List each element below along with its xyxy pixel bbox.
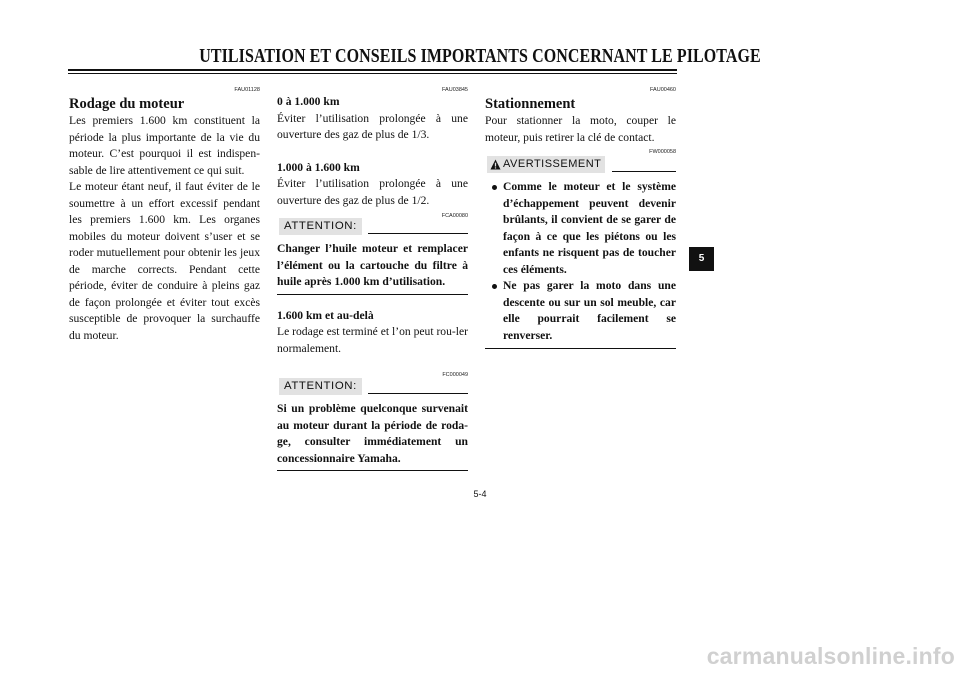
attention-rule: [368, 233, 468, 234]
attention-label-row: [277, 218, 468, 236]
stage-heading: 1.000 à 1.600 km: [277, 160, 360, 174]
warning-label-text: AVERTISSEMENT: [503, 158, 602, 170]
paragraph: Le moteur étant neuf, il faut éviter de le soumettre à un effort excessif pendant les premiers 1.600 km. Les organes mobiles du moteur doivent s’user et se roder mutuellement pour obtenir les jeux de marche corrects. Pendant cette période, éviter de conduire à pleins gaz de façon prolongée et éviter tout excès susceptible de provoquer la surchauffe du moteur.: [69, 180, 260, 342]
reference-code: FCA00080: [441, 213, 468, 219]
warning-label-row: [485, 156, 676, 175]
warning-label: [487, 156, 605, 173]
column-break-in-stages: [277, 86, 468, 471]
bullet-icon: [492, 185, 497, 190]
watermark-text: carmanualsonline.info: [706, 643, 955, 669]
warning-bullet-list: [485, 179, 676, 344]
attention-label: ATTENTION:: [279, 378, 362, 395]
list-item: [485, 179, 676, 278]
stage-text: Éviter l’utilisation prolongée à une ouverture des gaz de plus de 1/2.: [277, 177, 468, 207]
stage-heading: 1.600 km et au-delà: [277, 308, 374, 322]
page-number: 5-4: [473, 489, 487, 499]
stage-heading: 0 à 1.000 km: [277, 95, 340, 108]
reference-code: FAU03845: [442, 87, 468, 93]
attention-text: Changer l’huile moteur et remplacer l’élément ou la cartouche du filtre à huile après 1.000 km d’utilisation.: [277, 242, 468, 288]
reference-code: FW000058: [649, 149, 676, 155]
section-heading-parking: Stationnement: [485, 96, 576, 112]
attention-rule: [368, 393, 468, 394]
header-rule-thick: [68, 69, 677, 71]
attention-text: Si un problème quelconque survenait au moteur durant la période de roda-ge, consulter immédiatement un concessionnaire Yamaha.: [277, 402, 468, 465]
reference-code: FC000049: [442, 372, 468, 378]
attention-end-rule: [277, 470, 468, 471]
reference-code: FAU00460: [650, 87, 676, 93]
warning-bullet-text: Comme le moteur et le système d’échappement peuvent devenir brûlants, il convient de se garer de façon à ce que les piétons ou les enfants ne risquent pas de toucher ces éléments.: [503, 180, 676, 276]
reference-code: FAU01128: [234, 87, 260, 93]
chapter-tab: 5: [689, 247, 714, 271]
column-break-in: [69, 86, 260, 344]
header-rule-thin: [68, 73, 677, 74]
warning-triangle-icon: [490, 159, 501, 170]
stage-text: Le rodage est terminé et l’on peut rou-ler normalement.: [277, 325, 468, 355]
attention-label-row: [277, 378, 468, 396]
section-heading-break-in: Rodage du moteur: [69, 96, 185, 112]
paragraph: Les premiers 1.600 km constituent la période la plus importante de la vie du moteur. C’est pourquoi il est indispen-sable de lire attentivement ce qui suit.: [69, 114, 260, 177]
stage-text: Éviter l’utilisation prolongée à une ouverture des gaz de plus de 1/3.: [277, 111, 468, 141]
warning-rule: [612, 171, 676, 172]
column-parking: [485, 86, 676, 349]
warning-bullet-text: Ne pas garer la moto dans une descente ou sur un sol meuble, car elle pourrait facilement se renverser.: [503, 279, 676, 342]
list-item: [485, 278, 676, 344]
bullet-icon: [492, 284, 497, 289]
warning-end-rule: [485, 348, 676, 349]
attention-label: ATTENTION:: [279, 218, 362, 235]
page-header-title: UTILISATION ET CONSEILS IMPORTANTS CONCERNANT LE PILOTAGE: [199, 46, 761, 67]
paragraph: Pour stationner la moto, couper le moteur, puis retirer la clé de contact.: [485, 114, 676, 144]
